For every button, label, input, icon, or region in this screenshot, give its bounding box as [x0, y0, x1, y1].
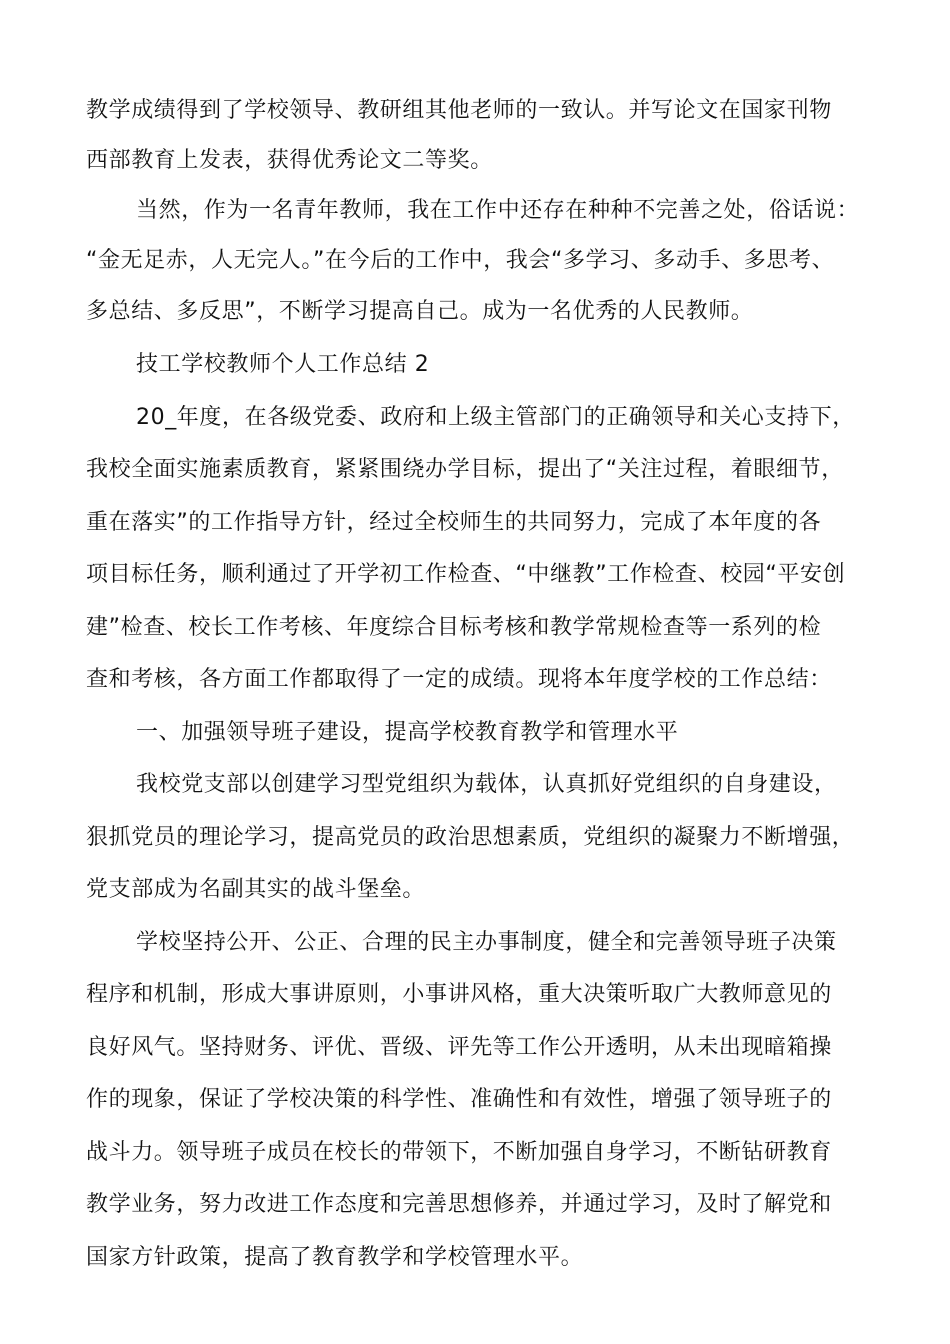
paragraph-start-line: 学校坚持公开、公正、合理的民主办事制度，健全和完善领导班子决策: [136, 930, 837, 955]
section-heading: 一、加强领导班子建设，提高学校教育教学和管理水平: [136, 720, 679, 745]
text-line: “金无足赤，人无完人。”在今后的工作中，我会“多学习、多动手、多思考、: [86, 248, 835, 273]
text-line: 我校全面实施素质教育，紧紧围绕办学目标，提出了“关注过程，着眼细节，: [86, 457, 844, 482]
text-line: 程序和机制，形成大事讲原则，小事讲风格，重大决策听取广大教师意见的: [86, 982, 832, 1007]
text-line: 建”检查、校长工作考核、年度综合目标考核和教学常规检查等一系列的检: [86, 615, 822, 640]
text-line: 党支部成为名副其实的战斗堡垒。: [86, 877, 426, 902]
text-line: 查和考核，各方面工作都取得了一定的成绩。现将本年度学校的工作总结：: [86, 667, 832, 692]
text-line: 项目标任务，顺利通过了开学初工作检查、“中继教”工作检查、校园“平安创: [86, 562, 846, 587]
section-title: 技工学校教师个人工作总结 2: [136, 352, 430, 377]
text-line: 西部教育上发表，获得优秀论文二等奖。: [86, 148, 493, 173]
text-line: 多总结、多反思”，不断学习提高自己。成为一名优秀的人民教师。: [86, 299, 754, 324]
text-line: 重在落实”的工作指导方针，经过全校师生的共同努力，完成了本年度的各: [86, 510, 822, 535]
paragraph-start-line: 当然，作为一名青年教师，我在工作中还存在种种不完善之处，俗话说：: [136, 198, 860, 223]
text-line: 教学业务，努力改进工作态度和完善思想修养，并通过学习，及时了解党和: [86, 1192, 832, 1217]
text-line: 狠抓党员的理论学习，提高党员的政治思想素质，党组织的凝聚力不断增强，: [86, 825, 855, 850]
paragraph-start-line: 我校党支部以创建学习型党组织为载体，认真抓好党组织的自身建设，: [136, 772, 837, 797]
text-line: 作的现象，保证了学校决策的科学性、准确性和有效性，增强了领导班子的: [86, 1087, 832, 1112]
text-line: 战斗力。领导班子成员在校长的带领下，不断加强自身学习，不断钻研教育: [86, 1140, 832, 1165]
text-line: 良好风气。坚持财务、评优、晋级、评先等工作公开透明，从未出现暗箱操: [86, 1035, 832, 1060]
paragraph-start-line: 20_年度，在各级党委、政府和上级主管部门的正确领导和关心支持下，: [136, 405, 855, 430]
text-line: 教学成绩得到了学校领导、教研组其他老师的一致认。并写论文在国家刊物: [86, 98, 832, 123]
text-line: 国家方针政策，提高了教育教学和学校管理水平。: [86, 1245, 584, 1270]
